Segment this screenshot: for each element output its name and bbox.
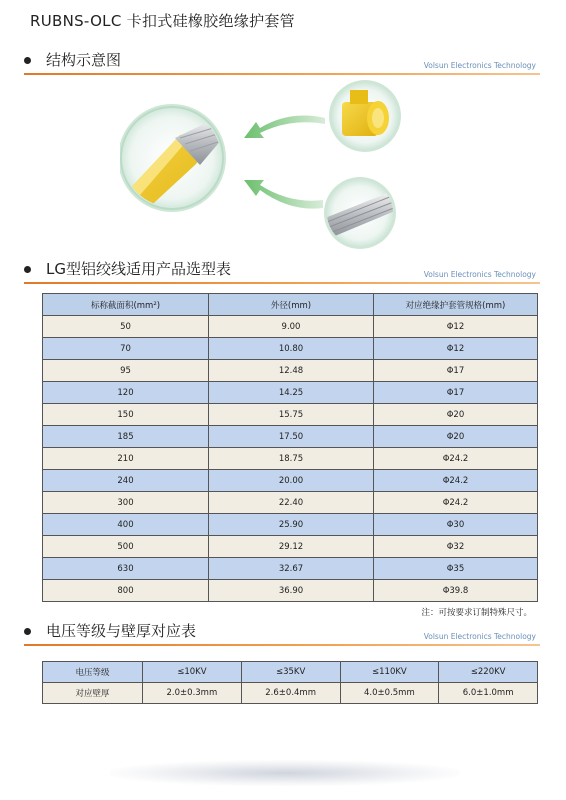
table-cell: 12.48	[209, 360, 374, 382]
page-title: RUBNS-OLC 卡扣式硅橡胶绝缘护套管	[30, 12, 295, 30]
table-row	[43, 338, 538, 360]
table-row	[43, 382, 538, 404]
table-cell: Φ17	[374, 360, 538, 382]
table-cell: Φ24.2	[374, 470, 538, 492]
table-row	[43, 426, 538, 448]
table-row	[43, 514, 538, 536]
table-cell: 630	[43, 558, 209, 580]
brand-label: Volsun Electronics Technology	[423, 270, 536, 279]
arrow-icon	[244, 116, 325, 138]
table-cell: 150	[43, 404, 209, 426]
table-cell: 6.0±1.0mm	[439, 683, 538, 704]
section-voltage	[24, 620, 540, 644]
table-cell: Φ17	[374, 382, 538, 404]
table-cell: 2.0±0.3mm	[143, 683, 242, 704]
table-row	[43, 470, 538, 492]
table-cell: Φ39.8	[374, 580, 538, 602]
table-cell: 电压等级	[43, 662, 143, 683]
custom-size-note: 注：可按要求订制特殊尺寸。	[421, 608, 532, 618]
table-cell: 36.90	[209, 580, 374, 602]
arrow-icon	[244, 180, 323, 209]
table-body	[43, 316, 538, 602]
table-cell: 210	[43, 448, 209, 470]
table-cell: 17.50	[209, 426, 374, 448]
main-bubble	[120, 104, 228, 225]
section-title: LG型铝绞线适用产品选型表	[46, 260, 231, 278]
brand-label: Volsun Electronics Technology	[423, 632, 536, 641]
table-row	[43, 360, 538, 382]
table-cell: 70	[43, 338, 209, 360]
table-cell: Φ12	[374, 338, 538, 360]
table-cell: ≤220KV	[439, 662, 538, 683]
column-header: 外径(mm)	[209, 294, 374, 316]
section-title: 结构示意图	[46, 51, 122, 69]
section-divider	[24, 644, 540, 646]
footer-shadow	[110, 760, 460, 786]
sleeve-bubble	[329, 80, 401, 152]
table-row	[43, 316, 538, 338]
table-cell: ≤35KV	[241, 662, 340, 683]
table-cell: 120	[43, 382, 209, 404]
table-cell: 400	[43, 514, 209, 536]
section-title: 电压等级与壁厚对应表	[46, 622, 197, 640]
table-row	[43, 448, 538, 470]
table-cell: 20.00	[209, 470, 374, 492]
table-cell: 95	[43, 360, 209, 382]
table-cell: 18.75	[209, 448, 374, 470]
section-header	[24, 49, 540, 73]
wire-bubble	[320, 177, 402, 249]
table-cell: ≤110KV	[340, 662, 439, 683]
table-row	[43, 580, 538, 602]
bullet-icon	[24, 628, 31, 635]
bullet-icon	[24, 266, 31, 273]
table-cell: Φ30	[374, 514, 538, 536]
table-row	[43, 536, 538, 558]
section-divider	[24, 73, 540, 75]
section-lg-table	[24, 258, 540, 282]
table-cell: 32.67	[209, 558, 374, 580]
section-header	[24, 258, 540, 282]
table-row	[43, 404, 538, 426]
spec-table	[42, 293, 538, 602]
section-header	[24, 620, 540, 644]
table-cell: Φ24.2	[374, 492, 538, 514]
table-cell: 10.80	[209, 338, 374, 360]
brand-label: Volsun Electronics Technology	[423, 61, 536, 70]
table-cell: Φ20	[374, 426, 538, 448]
table-cell: 22.40	[209, 492, 374, 514]
table-header-row	[43, 294, 538, 316]
bullet-icon	[24, 57, 31, 64]
section-divider	[24, 282, 540, 284]
table-cell: 300	[43, 492, 209, 514]
table-cell: 14.25	[209, 382, 374, 404]
table-cell: 800	[43, 580, 209, 602]
table-cell: Φ20	[374, 404, 538, 426]
table-cell: 15.75	[209, 404, 374, 426]
table-row	[43, 492, 538, 514]
table-cell: 4.0±0.5mm	[340, 683, 439, 704]
table-cell: Φ24.2	[374, 448, 538, 470]
table-cell: 240	[43, 470, 209, 492]
table-cell: 对应壁厚	[43, 683, 143, 704]
voltage-table	[42, 661, 538, 704]
table-cell: Φ12	[374, 316, 538, 338]
column-header: 对应绝缘护套管规格(mm)	[374, 294, 538, 316]
voltage-header-row	[43, 662, 538, 683]
column-header: 标称截面积(mm²)	[43, 294, 209, 316]
table-cell: Φ32	[374, 536, 538, 558]
table-cell: ≤10KV	[143, 662, 242, 683]
voltage-value-row	[43, 683, 538, 704]
table-cell: 9.00	[209, 316, 374, 338]
table-cell: 2.6±0.4mm	[241, 683, 340, 704]
structure-diagram	[120, 80, 420, 250]
table-cell: 50	[43, 316, 209, 338]
table-cell: 500	[43, 536, 209, 558]
table-cell: 25.90	[209, 514, 374, 536]
table-cell: Φ35	[374, 558, 538, 580]
section-structure	[24, 49, 540, 73]
table-cell: 29.12	[209, 536, 374, 558]
table-cell: 185	[43, 426, 209, 448]
table-row	[43, 558, 538, 580]
